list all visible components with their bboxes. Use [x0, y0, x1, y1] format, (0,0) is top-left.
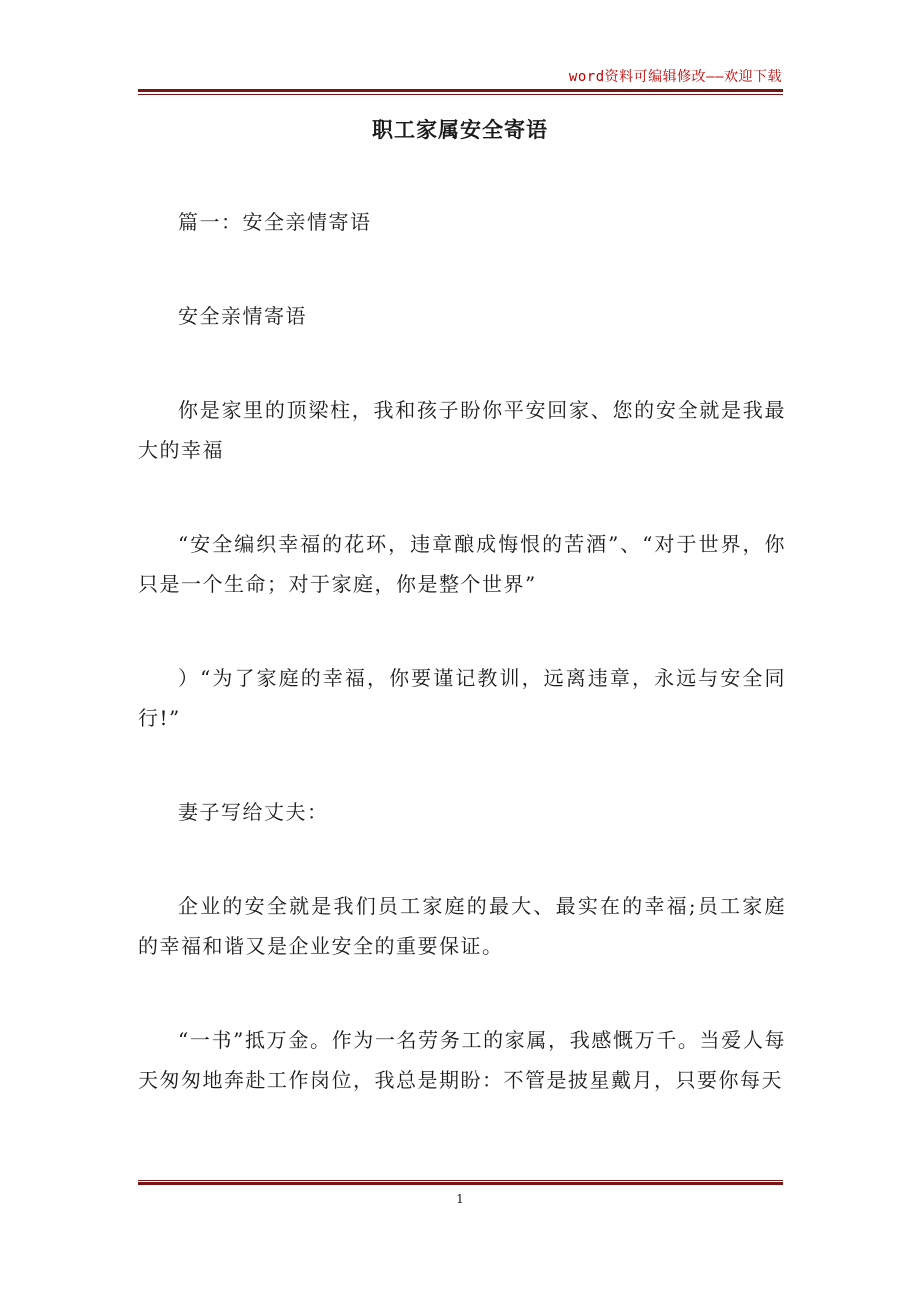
paragraph: 篇一：安全亲情寄语 [178, 210, 372, 234]
footer-rule [138, 1180, 783, 1186]
page-number: 1 [456, 1192, 464, 1206]
paragraph: 你是家里的顶梁柱，我和孩子盼你平安回家、您的安全就是我最大的幸福 [138, 398, 786, 462]
paragraph: 企业的安全就是我们员工家庭的最大、最实在的幸福;员工家庭的幸福和谐又是企业安全的重要保证。 [138, 894, 786, 958]
document-title: 职工家属安全寄语 [372, 118, 548, 142]
paragraph: “一书”抵万金。作为一名劳务工的家属，我感慨万千。当爱人每天匆匆地奔赴工作岗位，我总是期盼：不管是披星戴月，只要你每天 [138, 1028, 786, 1092]
header-text: word资料可编辑修改——欢迎下载 [568, 69, 782, 85]
footer-rule-thick [138, 1182, 783, 1185]
footer-rule-thin [138, 1180, 783, 1181]
paragraph: 安全亲情寄语 [178, 304, 307, 328]
header-rule [138, 89, 783, 95]
paragraph: “安全编织幸福的花环，违章酿成悔恨的苦酒”、“对于世界，你只是一个生命；对于家庭，你是整个世界” [138, 532, 786, 596]
header-rule-thin [138, 94, 783, 95]
paragraph: ）“为了家庭的幸福，你要谨记教训，远离违章，永远与安全同行!” [138, 666, 786, 730]
header-rule-thick [138, 89, 783, 92]
document-body [138, 202, 786, 1154]
paragraph: 妻子写给丈夫： [178, 800, 329, 824]
